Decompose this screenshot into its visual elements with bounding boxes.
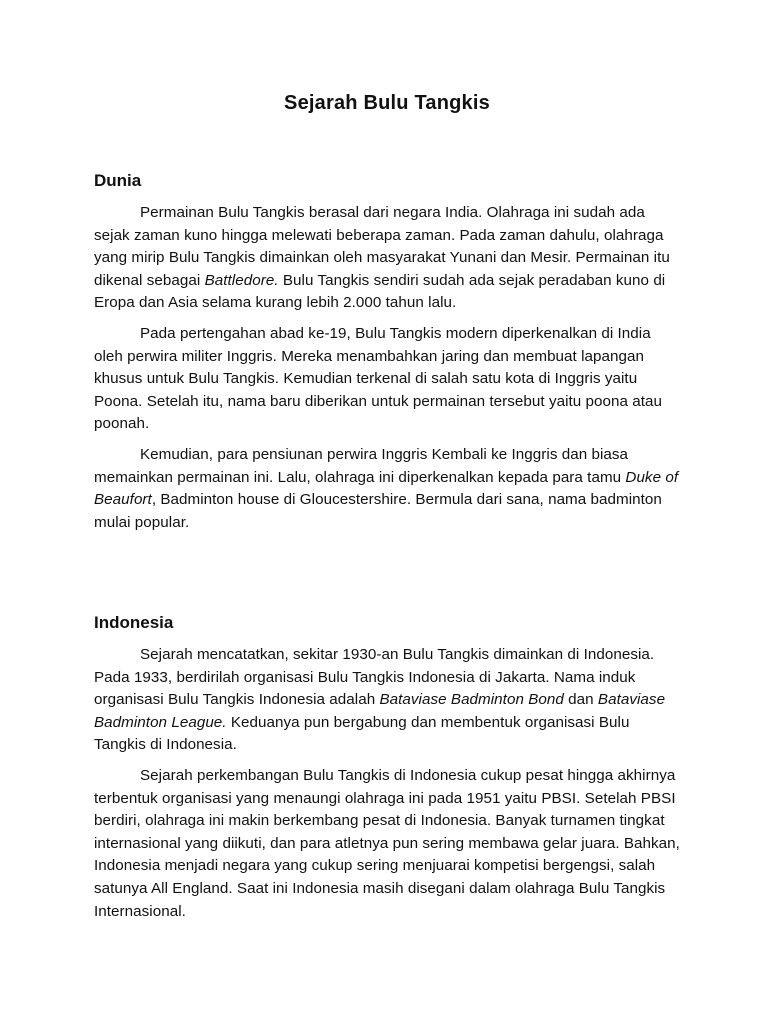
paragraph — [94, 644, 680, 757]
text-run: Keduanya pun bergabung dan membentuk organisasi Bulu Tangkis di Indonesia. — [94, 713, 630, 754]
text-run: Pada pertengahan abad ke-19, Bulu Tangkis modern diperkenalkan di India oleh perwira militer Inggris. Mereka menambahkan jaring dan membuat lapangan khusus untuk Bulu Tangkis. Kemudian terkenal di salah satu kota di Inggris yaitu Poona. Setelah itu, nama baru diberikan untuk permainan tersebut yaitu poona atau poonah. — [94, 324, 663, 433]
text-run: Sejarah perkembangan Bulu Tangkis di Indonesia cukup pesat hingga akhirnya terbentuk organisasi yang menaungi olahraga ini pada 1951 yaitu PBSI. Setelah PBSI berdiri, olahraga ini makin berkembang pesat di Indonesia. Banyak turnamen tingkat internasional yang diikuti, dan para atletnya pun sering membawa gelar juara. Bahkan, Indonesia menjadi negara yang cukup sering menjuarai kompetisi bergengsi, salah satunya All England. Saat ini Indonesia masih disegani dalam olahraga Bulu Tangkis Internasional. — [94, 766, 680, 920]
text-run: Permainan Bulu Tangkis berasal dari negara India. Olahraga ini sudah ada sejak zaman kuno hingga melewati beberapa zaman. Pada zaman dahulu, olahraga yang mirip Bulu Tangkis dimainkan oleh masyarakat Yunani dan Mesir. Permainan itu dikenal sebagai — [94, 204, 670, 289]
text-run: Sejarah mencatatkan, sekitar 1930-an Bulu Tangkis dimainkan di Indonesia. Pada 1933, berdirilah organisasi Bulu Tangkis Indonesia di Jakarta. Nama induk organisasi Bulu Tangkis Indonesia adalah — [94, 646, 655, 709]
section-dunia — [94, 170, 680, 542]
paragraph — [94, 444, 680, 534]
text-run: dan — [563, 691, 598, 709]
italic-text-run: Bataviase Badminton League. — [94, 691, 666, 731]
paragraph — [94, 202, 680, 315]
section-indonesia — [94, 612, 680, 931]
section-heading: Dunia — [94, 171, 142, 190]
paragraph — [94, 765, 680, 923]
text-run: Bulu Tangkis sendiri sudah ada sejak peradaban kuno di Eropa dan Asia selama kurang lebih 2.000 tahun lalu. — [94, 271, 666, 312]
section-heading: Indonesia — [94, 613, 174, 632]
text-run: , Badminton house di Gloucestershire. Bermula dari sana, nama badminton mulai popular. — [94, 491, 662, 531]
italic-text-run: Battledore. — [204, 271, 279, 289]
document-title: Sejarah Bulu Tangkis — [284, 92, 490, 114]
paragraph — [94, 323, 680, 436]
italic-text-run: Bataviase Badminton Bond — [379, 691, 564, 709]
text-run: Kemudian, para pensiunan perwira Inggris Kembali ke Inggris dan biasa memainkan permainan ini. Lalu, olahraga ini diperkenalkan kepada para tamu — [94, 445, 629, 486]
italic-text-run: Duke of Beaufort — [94, 468, 679, 509]
